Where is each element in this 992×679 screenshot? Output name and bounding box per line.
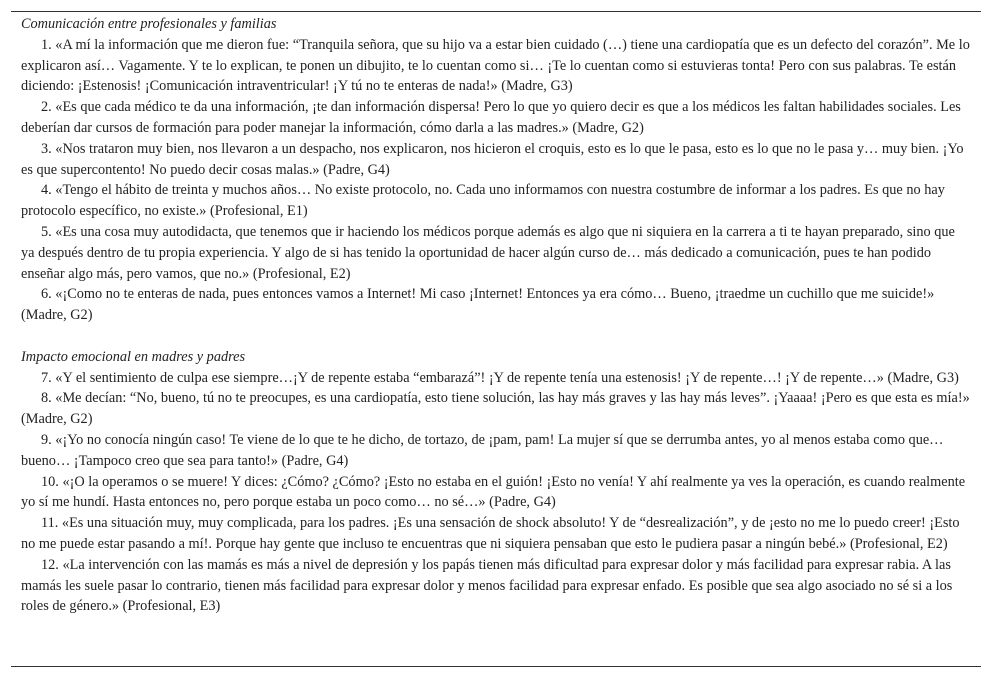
section-spacer	[21, 326, 971, 347]
quote-8: 8. «Me decían: “No, bueno, tú no te preocupes, es una cardiopatía, esto tiene solución, las hay más graves y las hay más leves”. ¡Yaaaa! ¡Pero es que esta es mía!» (Madre, G2)	[21, 390, 970, 428]
quote-6: 6. «¡Como no te enteras de nada, pues entonces vamos a Internet! Mi caso ¡Internet! Entonces ya era cómo… Bueno, ¡traedme un cuchillo que me suicide!» (Madre, G2)	[21, 286, 935, 324]
quote-10: 10. «¡O la operamos o se muere! Y dices: ¿Cómo? ¿Cómo? ¡Esto no estaba en el guión! ¡Esto no venía! Y ahí realmente ya ves la operación, es cuando realmente yo sí me hundí. Hasta entonces no, pero porque estaba un poco como… no sé…» (Padre, G4)	[21, 473, 966, 511]
table-content	[11, 12, 981, 617]
section-title-communication: Comunicación entre profesionales y familias	[21, 16, 277, 32]
quotes-table	[11, 11, 981, 667]
quote-1: 1. «A mí la información que me dieron fue: “Tranquila señora, que su hijo va a estar bien cuidado (…) tiene una cardiopatía que es un defecto del corazón”. Me lo explicaron así… Vagamente. Y te lo explican, te ponen un dibujito, te lo cuentan como si… ¡Te lo cuentan como si estuvieras tonta! Pero con sus palabras. Te están diciendo: ¡Estenosis! ¡Comunicación intraventricular! ¡Y tú no te enteras de nada!» (Madre, G3)	[21, 36, 970, 95]
quote-12: 12. «La intervención con las mamás es más a nivel de depresión y los papás tienen más dificultad para expresar dolor y más facilidad para expresar rabia. A las mamás les suele pasar lo contrario, tienen más facilidad para expresar dolor y menos facilidad para expresar enfado. Es posible que sea algo asociado no sé si a los roles de género.» (Profesional, E3)	[21, 556, 953, 615]
section-title-emotional-impact: Impacto emocional en madres y padres	[21, 348, 246, 365]
quote-3: 3. «Nos trataron muy bien, nos llevaron a un despacho, nos explicaron, nos hicieron el croquis, esto es lo que le pasa, esto es lo que no le pasa y… muy bien. ¡Yo es que supercontento! No puedo decir cosas malas.» (Padre, G4)	[21, 140, 964, 178]
quote-5: 5. «Es una cosa muy autodidacta, que tenemos que ir haciendo los médicos porque además es algo que ni siquiera en la carrera a ti te hayan preparado, sino que ya después dentro de tu propia experiencia. Y algo de si has tenido la oportunidad de hacer algún curso de… más dedicado a comunicación, pues te han podido enseñar algo más, pero vamos, que no.» (Profesional, E2)	[21, 223, 955, 282]
quote-9: 9. «¡Yo no conocía ningún caso! Te viene de lo que te he dicho, de tortazo, de ¡pam, pam! La mujer sí que se derrumba antes, yo al menos estaba como que… bueno… ¡Tampoco creo que sea para tanto!» (Padre, G4)	[21, 431, 944, 469]
quote-7: 7. «Y el sentimiento de culpa ese siempre…¡Y de repente estaba “embarazá”! ¡Y de repente tenía una estenosis! ¡Y de repente…! ¡Y de repente…» (Madre, G3)	[41, 369, 959, 386]
quote-11: 11. «Es una situación muy, muy complicada, para los padres. ¡Es una sensación de shock absoluto! Y de “desrealización”, y de ¡esto no me lo puedo creer! ¡Esto no me puede estar pasando a mí!. Porque hay gente que incluso te encuentras que ni siquiera pensaban que esto le pudiera pasar a ningún bebé.» (Profesional, E2)	[21, 515, 960, 552]
quote-4: 4. «Tengo el hábito de treinta y muchos años… No existe protocolo, no. Cada uno informamos con nuestra costumbre de informar a los padres. Es que no hay protocolo específico, no existe.» (Profesional, E1)	[21, 182, 945, 220]
quote-2: 2. «Es que cada médico te da una información, ¡te dan información dispersa! Pero lo que yo quiero decir es que a los médicos les faltan habilidades sociales. Les deberían dar cursos de formación para poder manejar la información, cómo darla a las madres.» (Madre, G2)	[21, 99, 961, 136]
